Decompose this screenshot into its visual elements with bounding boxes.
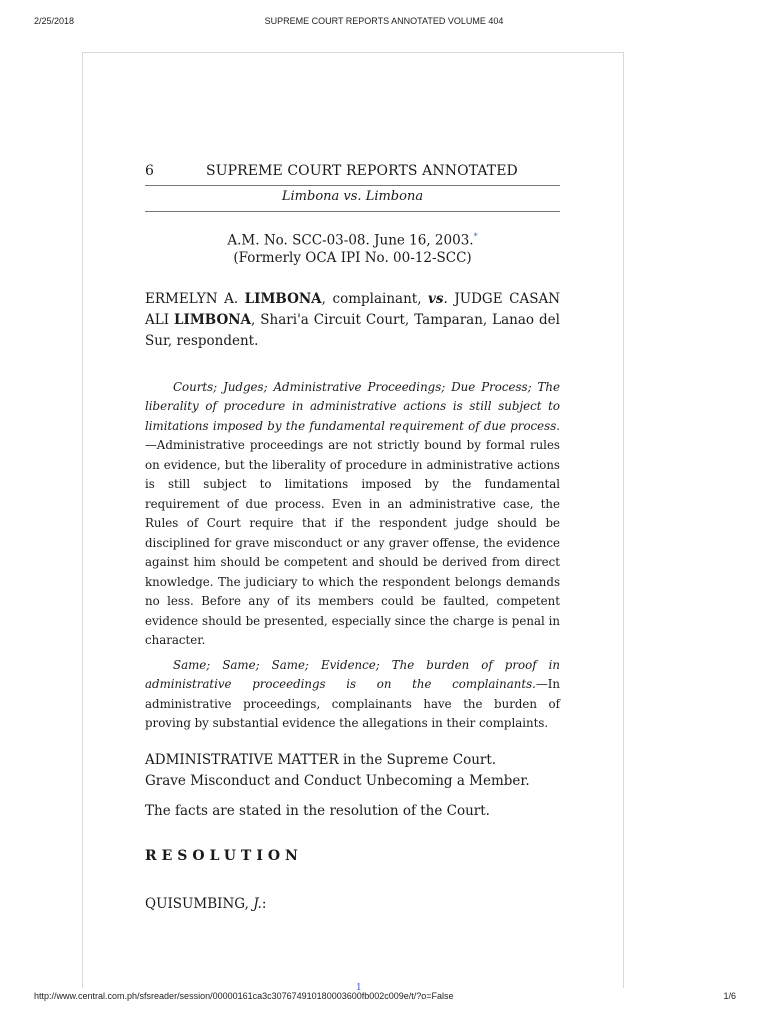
formerly-line: (Formerly OCA IPI No. 00-12-SCC) [233, 249, 472, 266]
parties-paragraph [145, 289, 560, 352]
syllabus-paragraph [145, 378, 560, 651]
print-header [0, 16, 768, 36]
print-date: 2/25/2018 [34, 16, 75, 26]
parties-text: ERMELYN A. [145, 290, 245, 307]
page-number: 6 [145, 163, 154, 179]
parties-text: , complainant, [321, 290, 429, 307]
admin-line: Grave Misconduct and Conduct Unbecoming a Member. [145, 772, 530, 789]
header-rule-bottom [145, 211, 560, 212]
syllabus-keywords: Same; Same; Same; Evidence; The burden of proof in administrative proceedings is on the complainants. [145, 657, 560, 691]
case-title: Limbona vs. Limbona [281, 189, 424, 204]
admin-line: ADMINISTRATIVE MATTER in the Supreme Court. [145, 751, 497, 768]
docket-line: A.M. No. SCC-03-08. June 16, 2003. [227, 232, 474, 249]
print-footer [0, 991, 768, 1011]
syllabus-keywords: Courts; Judges; Administrative Proceedings; Due Process; The liberality of procedure in administrative actions is still subject to limitations imposed by the fundamental requirement of due process. [145, 379, 560, 433]
running-head [145, 163, 560, 185]
docket-footnote-link[interactable]: * [473, 232, 478, 241]
print-url: http://www.central.com.ph/sfsreader/session/00000161ca3c3076749101800036​00fb002c009e/t/?o=False [34, 991, 454, 1001]
versus-label: vs [428, 290, 444, 307]
page-content [145, 163, 560, 912]
syllabus-text: —Administrative proceedings are not strictly bound by formal rules on evidence, but the liberality of procedure in administrative actions is still subject to limitations imposed by the fundamental requirement of due process. Even in an administrative case, the Rules of Court require that if the respondent judge should be disciplined for grave misconduct or any graver offense, the evidence against him should be competent and should be derived from direct knowledge. The judiciary to which the respondent belongs demands no less. Before any of its members could be faulted, competent evidence should be presented, especially since the charge is penal in character. [145, 438, 560, 647]
respondent-surname: LIMBONA [174, 311, 252, 328]
ponente-colon: : [261, 895, 267, 912]
resolution-heading: RESOLUTION [145, 847, 303, 864]
running-title: SUPREME COURT REPORTS ANNOTATED [206, 163, 518, 179]
syllabus [145, 378, 560, 734]
facts-statement: The facts are stated in the resolution of the Court. [145, 802, 490, 819]
ponente [145, 896, 560, 912]
document-page [82, 52, 624, 993]
complainant-surname: LIMBONA [244, 290, 322, 307]
ponente-suffix: J. [253, 895, 262, 912]
syllabus-text: —In administrative proceedings, complainants have the burden of proving by substantial evidence the allegations in their complaints. [145, 677, 560, 730]
print-title: SUPREME COURT REPORTS ANNOTATED VOLUME 404 [264, 16, 504, 26]
parties-text: . JUDGE CASAN ALI [145, 290, 561, 328]
ponente-name: QUISUMBING, [145, 895, 254, 912]
print-page-count: 1/6 [723, 991, 736, 1001]
docket-block [145, 228, 560, 267]
parties-text: , Shari'a Circuit Court, Tamparan, Lanao del Sur, respondent. [145, 311, 560, 349]
syllabus-paragraph [145, 656, 560, 734]
footnote-link[interactable]: 1 [356, 983, 362, 993]
administrative-matter [145, 750, 560, 792]
